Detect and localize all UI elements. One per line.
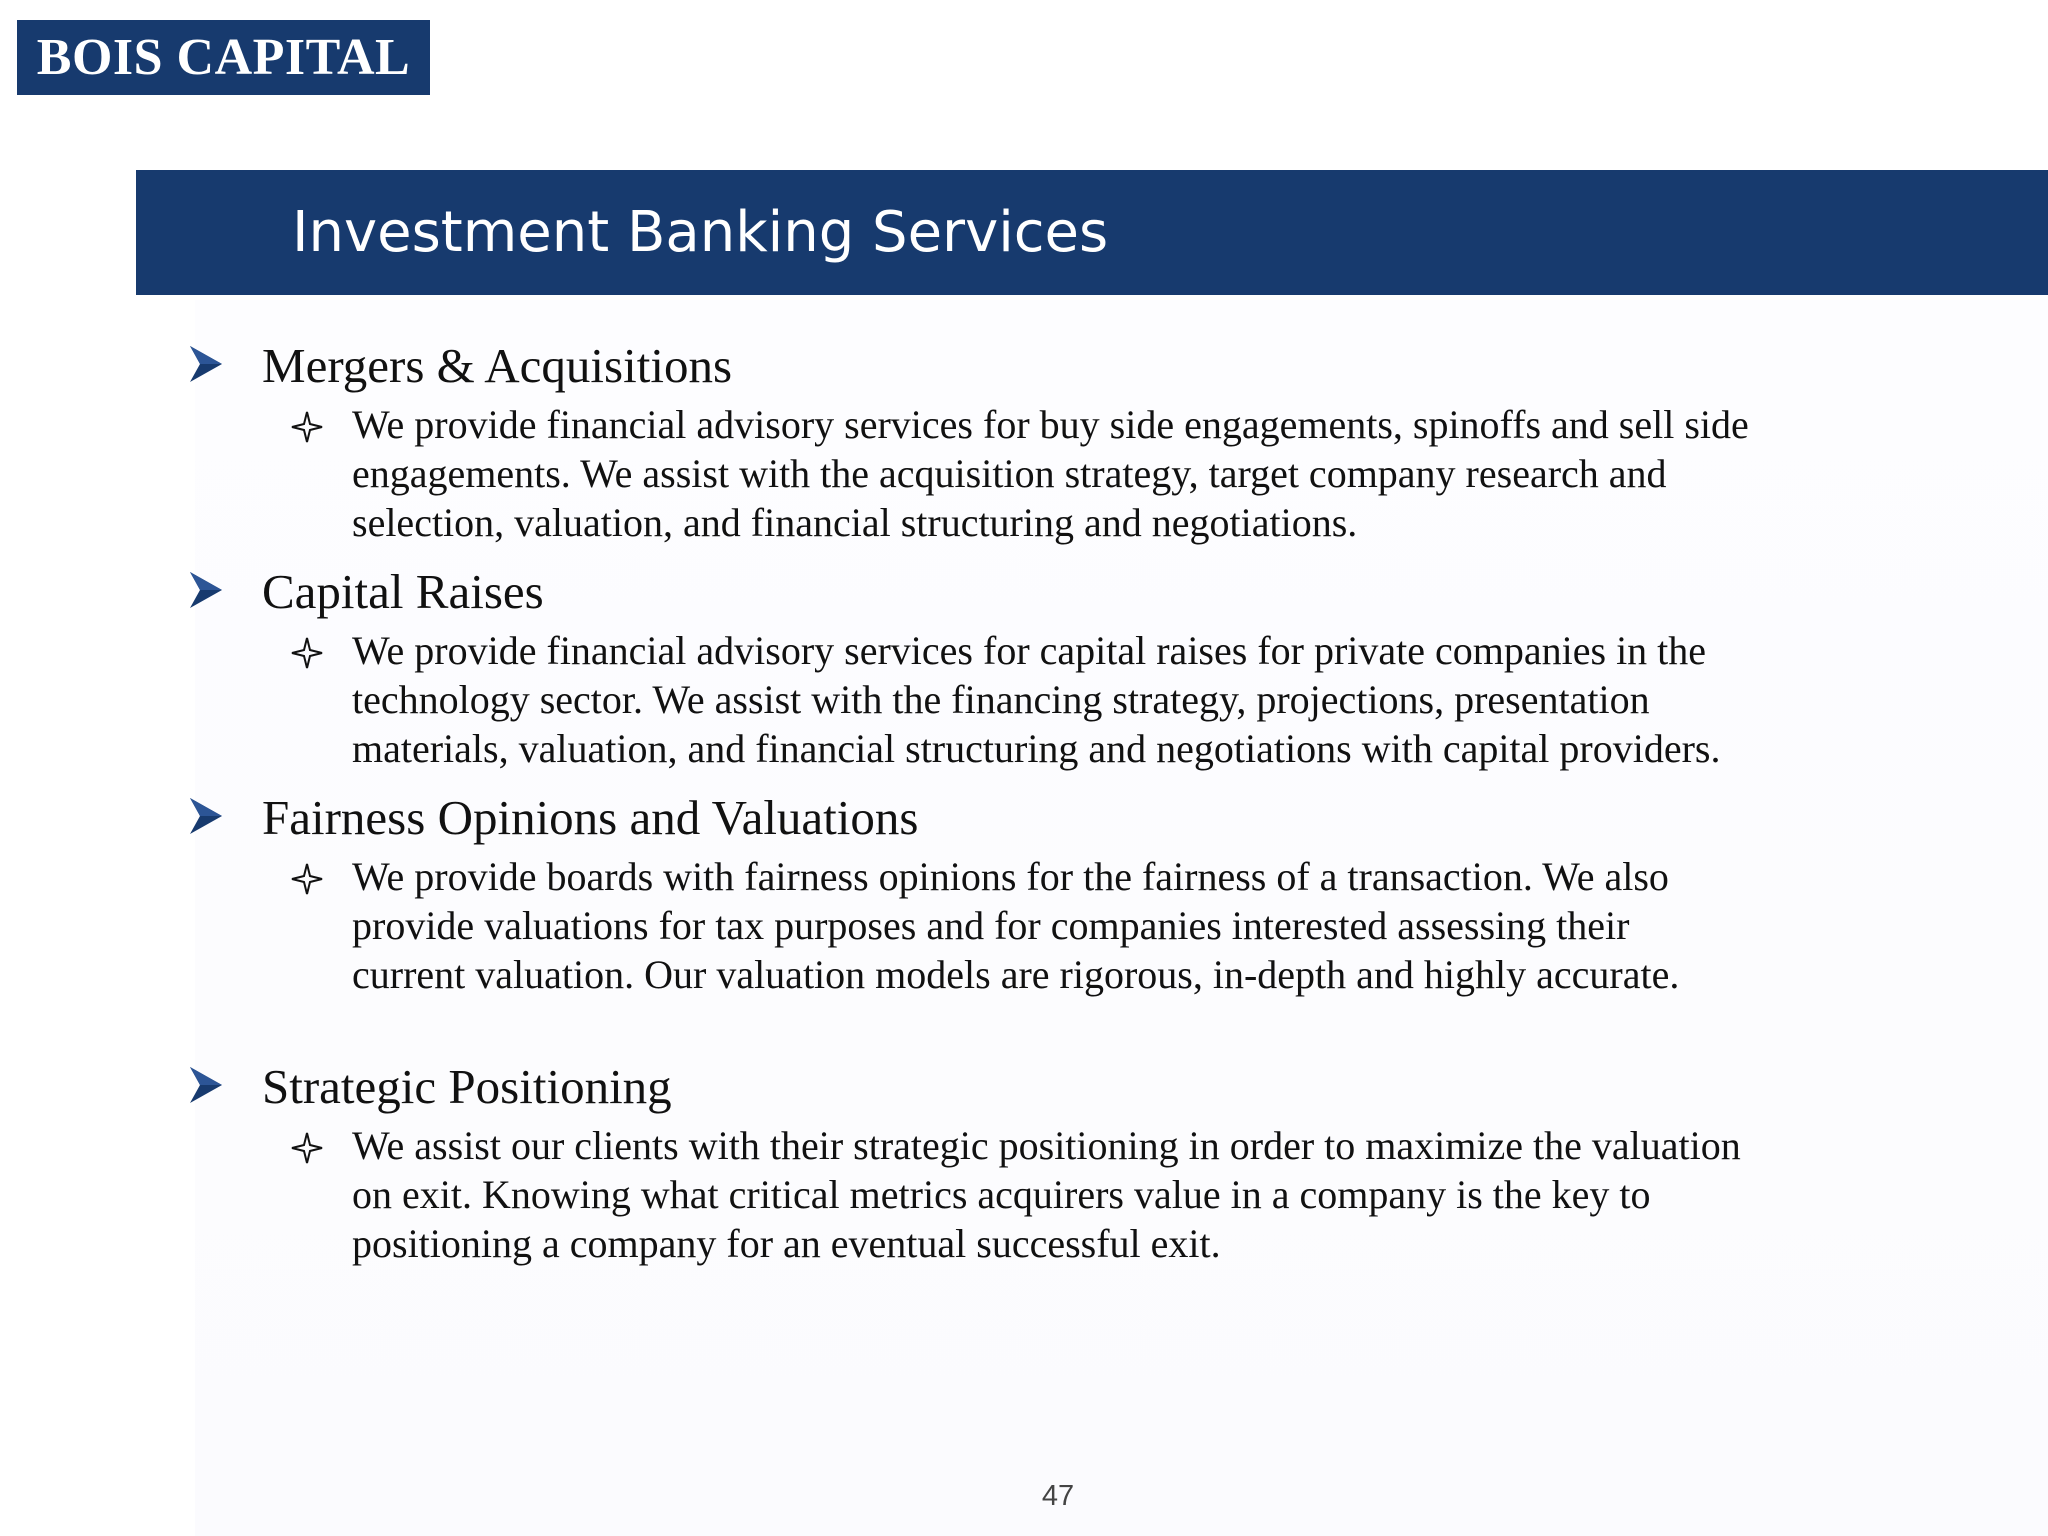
four-point-star-icon bbox=[290, 862, 324, 896]
section-description bbox=[188, 852, 1988, 999]
section-mergers-acquisitions bbox=[188, 336, 1988, 547]
section-heading bbox=[188, 1057, 1988, 1117]
section-heading bbox=[188, 336, 1988, 396]
description-text bbox=[352, 1121, 2048, 1268]
four-point-star-icon bbox=[290, 636, 324, 670]
section-fairness-opinions bbox=[188, 788, 1988, 999]
section-description bbox=[188, 1121, 1988, 1268]
description-line: current valuation. Our valuation models are rigorous, in-depth and highly accurate. bbox=[352, 952, 1680, 997]
page-title: Investment Banking Services bbox=[292, 200, 1109, 265]
four-point-star-icon bbox=[290, 410, 324, 444]
four-point-star-icon bbox=[290, 1131, 324, 1165]
section-description bbox=[188, 626, 1988, 773]
arrow-bullet-icon bbox=[188, 1065, 224, 1105]
arrow-bullet-icon bbox=[188, 344, 224, 384]
description-line: positioning a company for an eventual successful exit. bbox=[352, 1221, 1221, 1266]
arrow-bullet-icon bbox=[188, 796, 224, 836]
section-heading bbox=[188, 562, 1988, 622]
section-title: Mergers & Acquisitions bbox=[262, 338, 733, 393]
description-line: engagements. We assist with the acquisition strategy, target company research and bbox=[352, 451, 1667, 496]
description-line: We assist our clients with their strategic positioning in order to maximize the valuation bbox=[352, 1123, 1741, 1168]
description-line: technology sector. We assist with the financing strategy, projections, presentation bbox=[352, 677, 1650, 722]
section-title: Capital Raises bbox=[262, 564, 544, 619]
description-text bbox=[352, 626, 2048, 773]
description-line: We provide boards with fairness opinions for the fairness of a transaction. We also bbox=[352, 854, 1669, 899]
description-line: provide valuations for tax purposes and for companies interested assessing their bbox=[352, 903, 1630, 948]
section-title: Fairness Opinions and Valuations bbox=[262, 790, 919, 845]
description-line: on exit. Knowing what critical metrics acquirers value in a company is the key to bbox=[352, 1172, 1651, 1217]
description-line: We provide financial advisory services for buy side engagements, spinoffs and sell side bbox=[352, 402, 1749, 447]
section-title: Strategic Positioning bbox=[262, 1059, 672, 1114]
description-text bbox=[352, 852, 2048, 999]
section-strategic-positioning bbox=[188, 1057, 1988, 1268]
section-capital-raises bbox=[188, 562, 1988, 773]
page-number: 47 bbox=[1041, 1480, 1075, 1512]
section-description bbox=[188, 400, 1988, 547]
company-logo: BOIS CAPITAL bbox=[17, 20, 430, 95]
description-line: selection, valuation, and financial structuring and negotiations. bbox=[352, 500, 1358, 545]
description-line: We provide financial advisory services for capital raises for private companies in the bbox=[352, 628, 1707, 673]
section-heading bbox=[188, 788, 1988, 848]
arrow-bullet-icon bbox=[188, 570, 224, 610]
description-line: materials, valuation, and financial structuring and negotiations with capital providers. bbox=[352, 726, 1721, 771]
description-text bbox=[352, 400, 2048, 547]
